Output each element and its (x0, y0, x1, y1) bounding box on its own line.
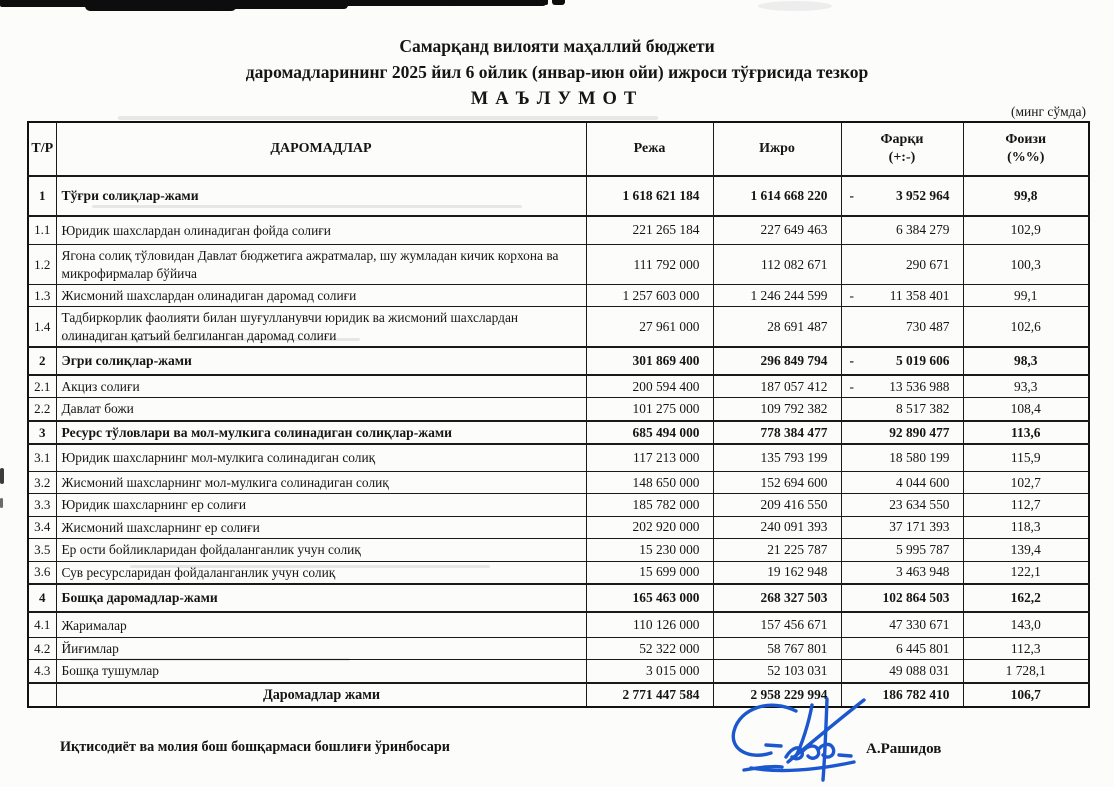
cell-row-number: 3.5 (28, 539, 56, 561)
cell-row-number: 1.3 (28, 284, 56, 306)
signatory-position: Иқтисодиёт ва молия бош бошқармаси бошлиғи ўринбосари (60, 739, 450, 755)
cell-row-number: 2.2 (28, 398, 56, 421)
cell-percent: 122,1 (963, 561, 1089, 584)
table-row (28, 539, 1089, 561)
cell-revenue-name: Ресурс тўловлари ва мол-мулкига солинадиган солиқлар-жами (56, 421, 586, 445)
cell-row-number: 3.2 (28, 471, 56, 493)
total-cell-actual: 2 958 229 994 (713, 683, 841, 707)
cell-actual: 1 246 244 599 (713, 284, 841, 306)
cell-revenue-name: Бошқа тушумлар (56, 660, 586, 683)
cell-row-number: 4.3 (28, 660, 56, 683)
scan-smudge (118, 116, 658, 120)
document-title (0, 33, 1114, 112)
cell-percent: 102,6 (963, 307, 1089, 347)
difference-value: 6 445 801 (895, 640, 950, 656)
cell-plan: 1 618 621 184 (586, 176, 713, 216)
cell-difference (841, 516, 963, 538)
table-row (28, 176, 1089, 216)
cell-percent: 102,9 (963, 216, 1089, 245)
header-plan: Режа (586, 122, 713, 176)
cell-plan: 301 869 400 (586, 347, 713, 375)
signature-stroke (766, 745, 781, 746)
cell-actual: 52 103 031 (713, 660, 841, 683)
title-line-3: МАЪЛУМОТ (470, 89, 644, 109)
cell-actual: 21 225 787 (713, 539, 841, 561)
cell-plan: 15 230 000 (586, 539, 713, 561)
cell-actual: 135 793 199 (713, 444, 841, 471)
table-row (28, 216, 1089, 245)
cell-percent: 118,3 (963, 516, 1089, 538)
table-body (28, 176, 1089, 683)
cell-row-number: 3 (28, 421, 56, 445)
cell-plan: 1 257 603 000 (586, 284, 713, 306)
header-tp: Т/Р (28, 122, 56, 176)
difference-value: 5 995 787 (895, 541, 950, 557)
cell-revenue-name: Бошқа даромадлар-жами (56, 584, 586, 612)
signature-stroke (733, 705, 796, 755)
cell-plan: 148 650 000 (586, 471, 713, 493)
difference-value: 11 358 401 (889, 287, 950, 303)
header-difference (841, 122, 963, 176)
cell-row-number: 3.1 (28, 444, 56, 471)
difference-sign: - (849, 287, 854, 303)
cell-percent: 115,9 (963, 444, 1089, 471)
difference-value: 47 330 671 (889, 617, 950, 633)
cell-row-number: 3.3 (28, 494, 56, 516)
cell-percent: 113,6 (963, 421, 1089, 445)
cell-percent: 162,2 (963, 584, 1089, 612)
table-row (28, 494, 1089, 516)
cell-row-number: 3.6 (28, 561, 56, 584)
difference-value: 49 088 031 (889, 663, 950, 679)
cell-revenue-name: Сув ресурсларидан фойдаланганлик учун солиқ (56, 561, 586, 584)
signature-stroke (744, 762, 854, 770)
cell-difference (841, 612, 963, 638)
header-percent (963, 122, 1089, 176)
difference-value: 5 019 606 (895, 353, 950, 369)
cell-percent: 99,1 (963, 284, 1089, 306)
scan-artifact-strip (448, 0, 548, 5)
cell-revenue-name: Жисмоний шахслардан олинадиган даромад солиғи (56, 284, 586, 306)
cell-plan: 185 782 000 (586, 494, 713, 516)
table-row (28, 284, 1089, 306)
table-row (28, 584, 1089, 612)
cell-percent: 139,4 (963, 539, 1089, 561)
header-actual: Ижро (713, 122, 841, 176)
cell-difference (841, 284, 963, 306)
cell-percent: 108,4 (963, 398, 1089, 421)
cell-plan: 52 322 000 (586, 638, 713, 660)
difference-value: 3 463 948 (895, 564, 950, 580)
difference-value: 8 517 382 (895, 401, 950, 416)
cell-actual: 778 384 477 (713, 421, 841, 445)
difference-value: 18 580 199 (889, 450, 950, 466)
cell-percent: 143,0 (963, 612, 1089, 638)
cell-revenue-name: Тўғри солиқлар-жами (56, 176, 586, 216)
cell-difference (841, 421, 963, 445)
cell-difference (841, 398, 963, 421)
cell-difference (841, 176, 963, 216)
cell-difference (841, 638, 963, 660)
cell-row-number: 3.4 (28, 516, 56, 538)
cell-actual: 187 057 412 (713, 375, 841, 398)
cell-difference (841, 561, 963, 584)
cell-plan: 101 275 000 (586, 398, 713, 421)
difference-value: 102 864 503 (882, 589, 950, 605)
table-row (28, 444, 1089, 471)
cell-actual: 112 082 671 (713, 245, 841, 285)
cell-row-number: 1.2 (28, 245, 56, 285)
unit-note: (минг сўмда) (1010, 104, 1086, 119)
cell-revenue-name: Юридик шахсларнинг ер солиғи (56, 494, 586, 516)
cell-difference (841, 245, 963, 285)
title-line-2: даромадларининг 2025 йил 6 ойлик (январ-июн ойи) ижроси тўғрисида тезкор (245, 62, 869, 82)
table-row (28, 245, 1089, 285)
cell-actual: 28 691 487 (713, 307, 841, 347)
header-difference-sub: (+:-) (888, 150, 916, 165)
difference-value: 13 536 988 (889, 378, 950, 394)
cell-actual: 1 614 668 220 (713, 176, 841, 216)
difference-sign: - (849, 353, 854, 369)
difference-value: 730 487 (905, 318, 950, 334)
cell-actual: 58 767 801 (713, 638, 841, 660)
cell-percent: 98,3 (963, 347, 1089, 375)
cell-actual: 152 694 600 (713, 471, 841, 493)
cell-row-number: 1 (28, 176, 56, 216)
header-revenues: ДАРОМАДЛАР (56, 122, 586, 176)
cell-difference (841, 584, 963, 612)
cell-row-number: 4 (28, 584, 56, 612)
cell-percent: 112,7 (963, 494, 1089, 516)
cell-revenue-name: Тадбиркорлик фаолияти билан шуғулланувчи юридик ва жисмоний шахслардан олинадиган қатъий белгиланган даромад солиғи (56, 307, 586, 347)
table-row (28, 638, 1089, 660)
cell-percent: 1 728,1 (963, 660, 1089, 683)
cell-row-number: 4.2 (28, 638, 56, 660)
cell-difference (841, 307, 963, 347)
table-row (28, 307, 1089, 347)
cell-plan: 202 920 000 (586, 516, 713, 538)
cell-difference (841, 494, 963, 516)
cell-row-number: 4.1 (28, 612, 56, 638)
scan-artifact-edge-mark (0, 468, 4, 484)
difference-sign: - (849, 187, 854, 203)
scan-artifact-edge-mark (0, 498, 3, 508)
cell-revenue-name: Давлат божи (56, 398, 586, 421)
cell-revenue-name: Акциз солиғи (56, 375, 586, 398)
cell-plan: 15 699 000 (586, 561, 713, 584)
cell-actual: 240 091 393 (713, 516, 841, 538)
scan-artifact-blob (758, 1, 832, 11)
cell-revenue-name: Юридик шахслардан олинадиган фойда солиғи (56, 216, 586, 245)
cell-plan: 3 015 000 (586, 660, 713, 683)
table-row (28, 660, 1089, 683)
table-header (28, 122, 1089, 176)
table-row (28, 612, 1089, 638)
cell-actual: 109 792 382 (713, 398, 841, 421)
cell-plan: 110 126 000 (586, 612, 713, 638)
cell-difference (841, 539, 963, 561)
cell-difference (841, 216, 963, 245)
difference-sign: - (849, 378, 854, 394)
cell-percent: 93,3 (963, 375, 1089, 398)
difference-value: 4 044 600 (895, 474, 950, 490)
cell-revenue-name: Юридик шахсларнинг мол-мулкига солинадиган солиқ (56, 444, 586, 471)
cell-difference (841, 444, 963, 471)
signer-name: А.Рашидов (866, 741, 942, 757)
cell-percent: 99,8 (963, 176, 1089, 216)
table-row (28, 561, 1089, 584)
difference-value: 23 634 550 (889, 496, 950, 512)
cell-revenue-name: Жисмоний шахсларнинг мол-мулкига солинадиган солиқ (56, 471, 586, 493)
total-cell-label: Даромадлар жами (56, 683, 586, 707)
cell-actual: 157 456 671 (713, 612, 841, 638)
cell-difference (841, 660, 963, 683)
table-row (28, 398, 1089, 421)
cell-actual: 296 849 794 (713, 347, 841, 375)
header-difference-label: Фарқи (880, 131, 924, 147)
cell-revenue-name: Жарималар (56, 612, 586, 638)
cell-percent: 102,7 (963, 471, 1089, 493)
cell-revenue-name: Эгри солиқлар-жами (56, 347, 586, 375)
cell-actual: 19 162 948 (713, 561, 841, 584)
cell-revenue-name: Жисмоний шахсларнинг ер солиғи (56, 516, 586, 538)
table-row (28, 375, 1089, 398)
cell-actual: 227 649 463 (713, 216, 841, 245)
difference-value: 6 384 279 (895, 222, 950, 238)
cell-difference (841, 471, 963, 493)
cell-difference (841, 347, 963, 375)
cell-plan: 117 213 000 (586, 444, 713, 471)
header-row (28, 122, 1089, 176)
cell-plan: 111 792 000 (586, 245, 713, 285)
total-difference-value: 186 782 410 (882, 687, 950, 703)
cell-plan: 221 265 184 (586, 216, 713, 245)
cell-plan: 685 494 000 (586, 421, 713, 445)
cell-plan: 27 961 000 (586, 307, 713, 347)
cell-percent: 112,3 (963, 638, 1089, 660)
difference-value: 37 171 393 (889, 519, 950, 535)
table-row (28, 421, 1089, 445)
table-row (28, 471, 1089, 493)
total-cell-percent: 106,7 (963, 683, 1089, 707)
difference-value: 92 890 477 (889, 424, 950, 440)
table-row (28, 516, 1089, 538)
cell-row-number: 1.4 (28, 307, 56, 347)
table-row (28, 347, 1089, 375)
cell-row-number: 2.1 (28, 375, 56, 398)
header-percent-sub: (%%) (1007, 150, 1045, 165)
difference-value: 290 671 (905, 256, 950, 272)
cell-actual: 209 416 550 (713, 494, 841, 516)
cell-row-number: 2 (28, 347, 56, 375)
cell-percent: 100,3 (963, 245, 1089, 285)
cell-revenue-name: Йиғимлар (56, 638, 586, 660)
scan-artifact-strip (552, 0, 565, 5)
cell-difference (841, 375, 963, 398)
cell-revenue-name: Ягона солиқ тўловидан Давлат бюджетига ажратмалар, шу жумладан кичик корхона ва микрофирмалар бўйича (56, 245, 586, 285)
cell-row-number: 1.1 (28, 216, 56, 245)
cell-plan: 200 594 400 (586, 375, 713, 398)
cell-actual: 268 327 503 (713, 584, 841, 612)
revenue-table (27, 121, 1090, 708)
total-cell-plan: 2 771 447 584 (586, 683, 713, 707)
title-line-1: Самарқанд вилояти маҳаллий бюджети (399, 36, 715, 56)
cell-revenue-name: Ер ости бойликларидан фойдаланганлик учун солиқ (56, 539, 586, 561)
header-percent-label: Фоизи (1005, 131, 1047, 147)
cell-plan: 165 463 000 (586, 584, 713, 612)
difference-value: 3 952 964 (895, 187, 950, 203)
total-cell-tp (28, 683, 56, 707)
signature-stroke (839, 755, 851, 756)
